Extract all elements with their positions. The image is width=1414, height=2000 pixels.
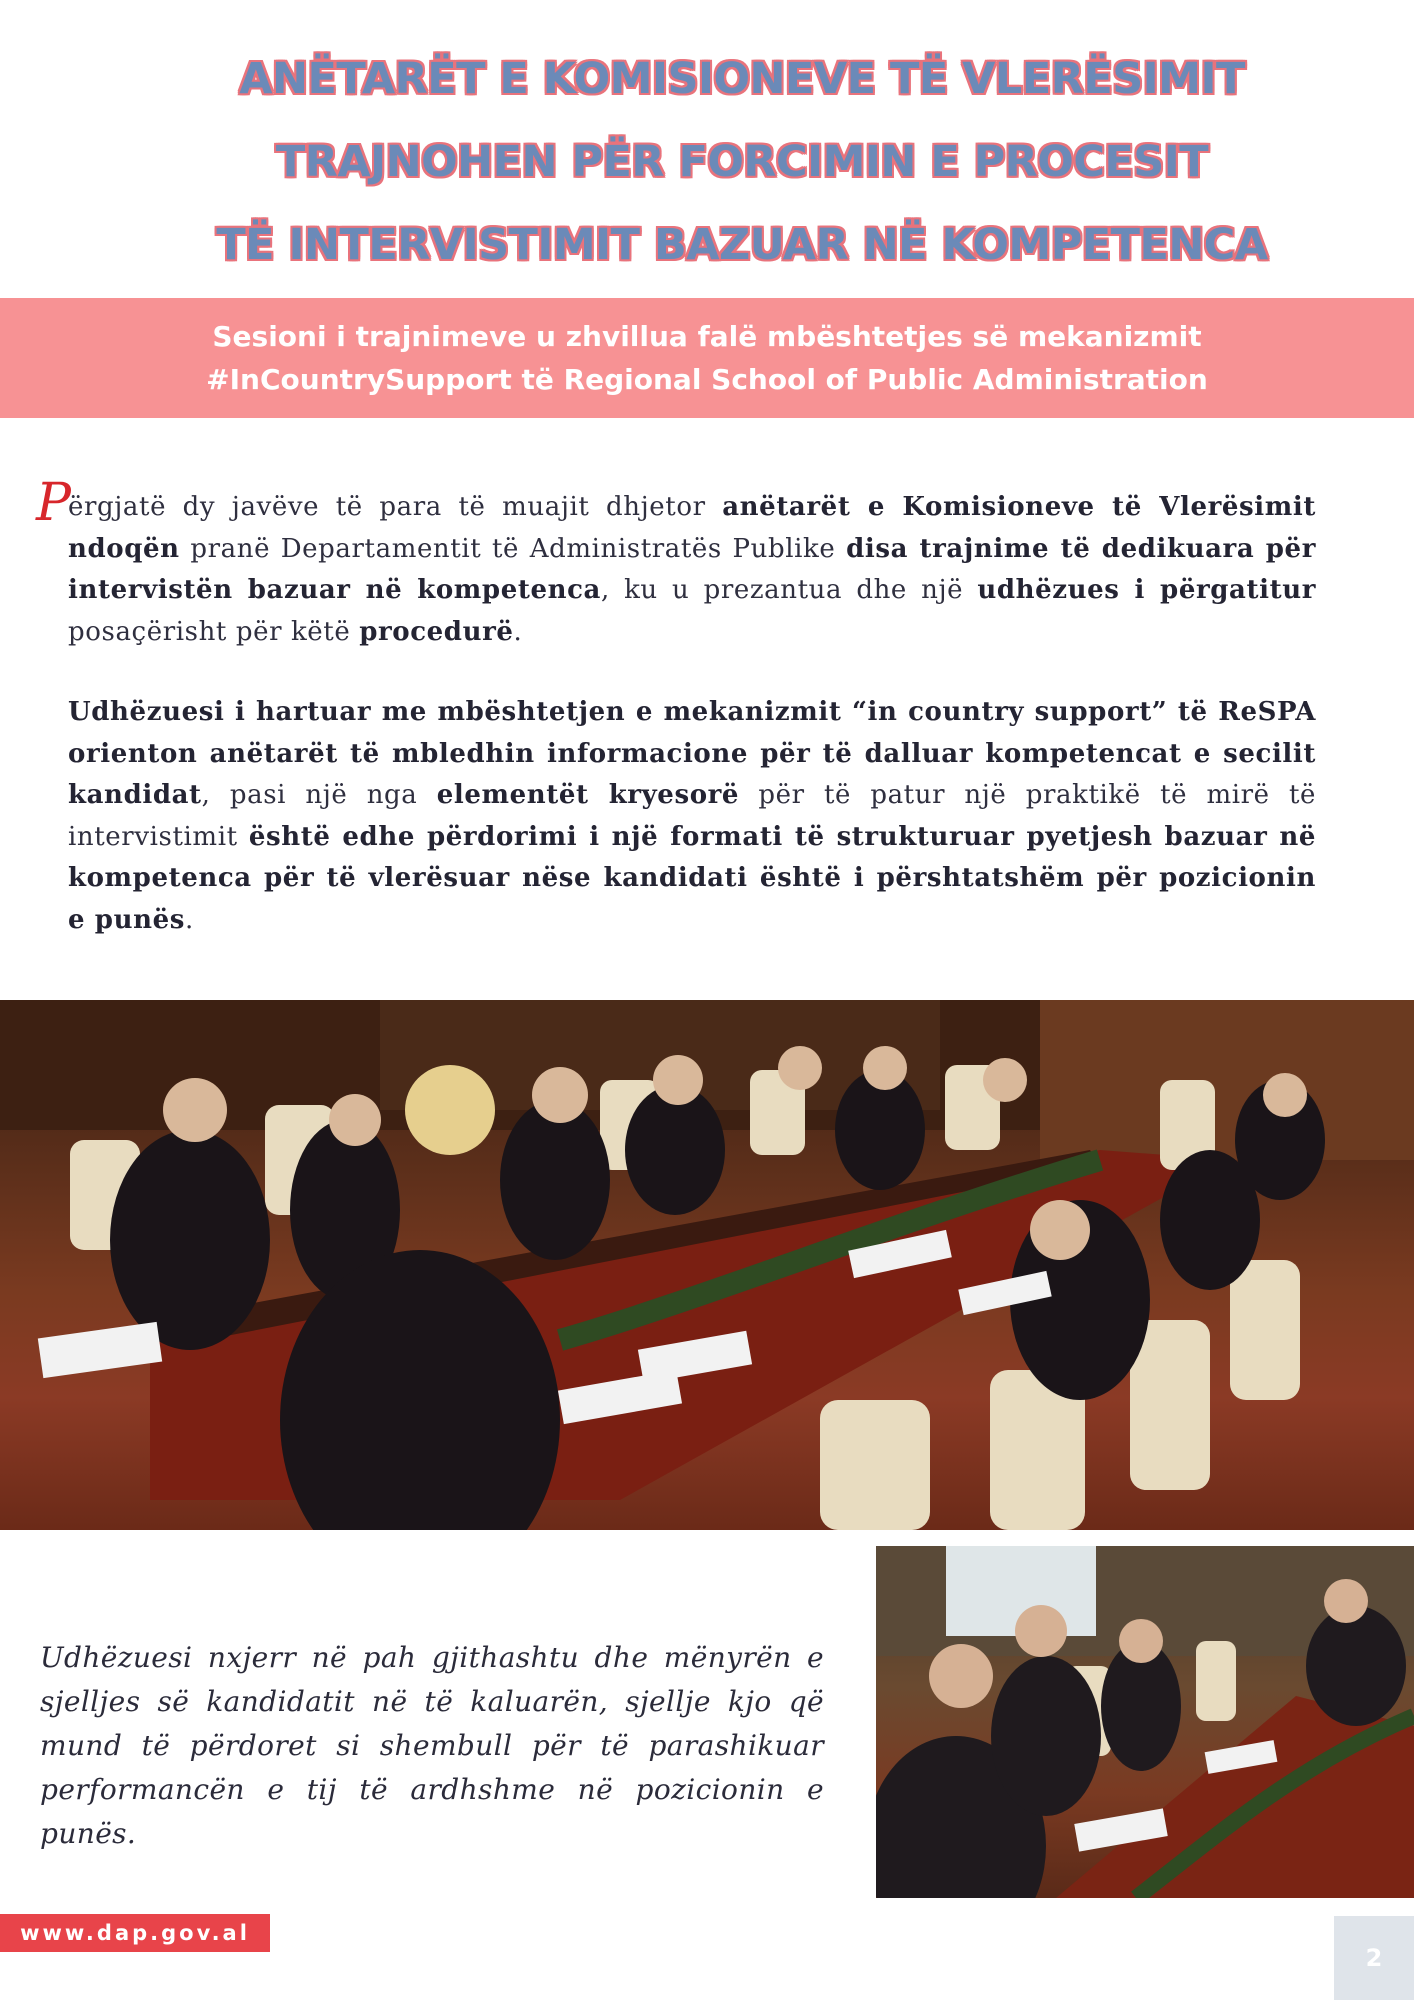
title-line-2: TRAJNOHEN PËR FORCIMIN E PROCESIT xyxy=(275,137,1209,187)
title-line-1: ANËTARËT E KOMISIONEVE TË VLERËSIMIT xyxy=(239,54,1245,104)
p2-text-3: . xyxy=(184,904,194,935)
p2-bold-3: është edhe përdorimi i një formati të strukturuar pyetjesh bazuar në kompetenca për të vlerësuar nëse kandidati është i përshtatshëm për pozicionin e punës xyxy=(68,821,1316,935)
p1-text-1: ërgjatë dy javëve të para të muajit dhjetor xyxy=(68,492,723,522)
training-photo-secondary xyxy=(876,1546,1414,1898)
p1-text-5: . xyxy=(513,616,523,647)
banner-line-2: #InCountrySupport të Regional School of Public Administration xyxy=(206,363,1208,396)
training-photo-main xyxy=(0,1000,1414,1530)
p2-text-1: , pasi një nga xyxy=(201,780,437,810)
drop-cap: P xyxy=(36,473,71,533)
subtitle-banner xyxy=(0,298,1414,418)
training-photo-illustration xyxy=(0,1000,1414,1530)
p2-text-2: për të patur një praktikë të mirë të intervistimit xyxy=(68,780,1316,852)
p1-bold-3: udhëzues i përgatitur xyxy=(977,575,1316,605)
p2-bold-2: elementët kryesorë xyxy=(436,780,740,810)
p2-bold-1: Udhëzuesi i hartuar me mbështetjen e mekanizmit “in country support” të ReSPA orienton anëtarët të mbledhin informacione për të dalluar kompetencat e secilit kandidat xyxy=(68,697,1316,810)
p1-text-3: , ku u prezantua dhe një xyxy=(600,575,978,605)
p1-bold-4: procedurë xyxy=(359,616,514,647)
photo-caption: Udhëzuesi nxjerr në pah gjithashtu dhe mënyrën e sjelljes së kandidatit në të kaluarën, sjellje kjo që mund të përdoret si shembull për të parashikuar performancën e tij të ardhshme në pozicionin e punës. xyxy=(40,1641,824,1850)
page-number: 2 xyxy=(1334,1916,1414,2000)
p1-bold-1: anëtarët e Komisioneve të Vlerësimit ndoqën xyxy=(68,492,1316,564)
page-title xyxy=(0,38,1414,287)
p1-text-4: posaçërisht për këtë xyxy=(68,616,360,647)
p1-bold-2: disa trajnime të dedikuara për intervistën bazuar në kompetenca xyxy=(68,533,1316,605)
p1-text-2: pranë Departamentit të Administratës Publike xyxy=(179,533,847,564)
website-link[interactable]: www.dap.gov.al xyxy=(0,1914,270,1952)
paragraph-2 xyxy=(68,692,1316,941)
training-photo-secondary-illustration xyxy=(876,1546,1414,1898)
banner-line-1: Sesioni i trajnimeve u zhvillua falë mbështetjes së mekanizmit xyxy=(212,320,1202,353)
paragraph-1 xyxy=(68,487,1316,653)
title-line-3: TË INTERVISTIMIT BAZUAR NË KOMPETENCA xyxy=(216,220,1268,270)
